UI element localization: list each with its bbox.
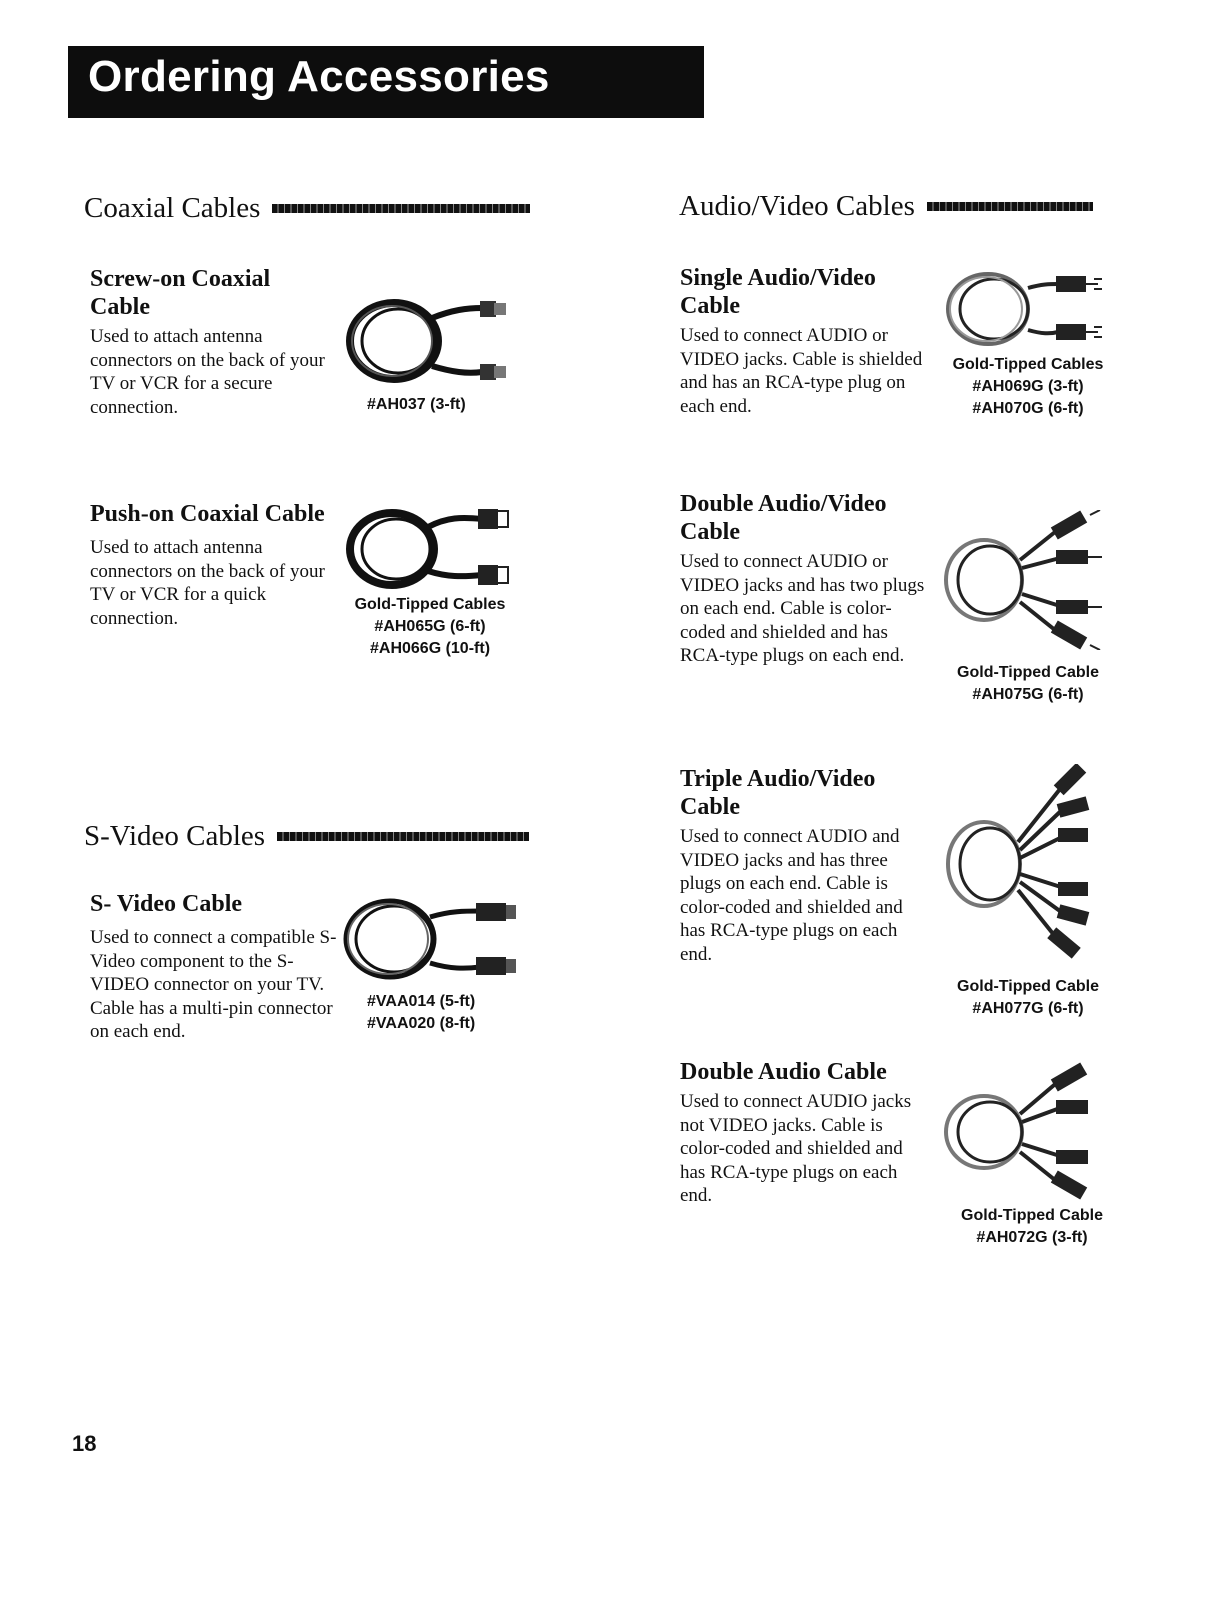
caption-label: Gold-Tipped Cable: [957, 978, 1099, 995]
item-description: Used to connect AUDIO and VIDEO jacks and has three plugs on each end. Cable is color-coded and shielded and has RCA-type plugs on each end.: [680, 826, 903, 965]
heading-rule: [927, 202, 1093, 211]
push-on-coaxial-cable-icon: [342, 505, 514, 593]
item-description: Used to attach antenna connectors on the back of your TV or VCR for a secure connection.: [90, 326, 325, 418]
item-title: Push-on Coaxial Cable: [90, 501, 325, 527]
item-description: Used to connect AUDIO or VIDEO jacks and has two plugs on each end. Cable is color-coded and shielded and has RCA-type plugs on each end.: [680, 551, 925, 666]
push-on-coaxial-item: [90, 500, 335, 630]
svideo-cable-icon: [340, 893, 522, 985]
item-description: Used to connect a compatible S-Video component to the S-VIDEO connector on your TV. Cable has a multi-pin connector on each end.: [90, 927, 337, 1042]
part-number: #AH072G (3-ft): [976, 1229, 1088, 1246]
part-number: #AH077G (6-ft): [972, 1000, 1084, 1017]
double-av-cable-icon: [940, 510, 1112, 650]
part-number: #AH065G (6-ft): [374, 618, 486, 635]
item-title: Double Audio Cable: [680, 1059, 887, 1085]
svideo-cable-item: [90, 890, 340, 1044]
screw-on-coaxial-item: [90, 265, 335, 419]
item-title: Single Audio/Video Cable: [680, 265, 876, 319]
item-title: Double Audio/Video Cable: [680, 491, 887, 545]
triple-av-cable-icon: [940, 764, 1112, 964]
part-number: #VAA020 (8-ft): [367, 1015, 476, 1032]
svideo-section-heading: [84, 820, 544, 853]
part-number: #AH037 (3-ft): [367, 396, 466, 413]
part-caption-group: [936, 354, 1120, 420]
item-description: Used to connect AUDIO or VIDEO jacks. Cable is shielded and has an RCA-type plug on each end.: [680, 325, 923, 417]
double-av-cable-item: [680, 490, 930, 668]
item-description: Used to attach antenna connectors on the back of your TV or VCR for a quick connection.: [90, 537, 325, 629]
part-number: #AH075G (6-ft): [972, 686, 1084, 703]
item-title: S- Video Cable: [90, 891, 243, 917]
caption-label: Gold-Tipped Cables: [952, 356, 1104, 373]
triple-av-cable-item: [680, 765, 930, 966]
item-description: Used to connect AUDIO jacks not VIDEO jacks. Cable is color-coded and shielded and has RCA-type plugs on each end.: [680, 1091, 912, 1206]
part-caption-group: [940, 1205, 1124, 1249]
coaxial-section-heading: [84, 192, 544, 225]
page-title: Ordering Accessories: [88, 52, 550, 101]
part-number: #VAA014 (5-ft): [367, 993, 476, 1010]
double-audio-cable-icon: [940, 1062, 1112, 1202]
single-av-cable-icon: [942, 266, 1114, 352]
double-audio-cable-item: [680, 1058, 930, 1208]
single-av-cable-item: [680, 264, 925, 418]
part-caption-group: [936, 662, 1120, 706]
item-title: Screw-on Coaxial Cable: [90, 266, 271, 320]
part-caption-group: [340, 594, 520, 660]
av-heading-text: Audio/Video Cables: [679, 190, 915, 222]
part-number: #AH070G (6-ft): [972, 400, 1084, 417]
part-number: #AH066G (10-ft): [369, 640, 491, 657]
caption-label: Gold-Tipped Cables: [354, 596, 506, 613]
part-caption-group: [936, 976, 1120, 1020]
heading-rule: [272, 204, 530, 213]
svideo-heading-text: S-Video Cables: [84, 820, 266, 852]
screw-on-coaxial-cable-icon: [342, 296, 512, 386]
part-number: #AH069G (3-ft): [972, 378, 1084, 395]
caption-label: Gold-Tipped Cable: [961, 1207, 1103, 1224]
item-title: Triple Audio/Video Cable: [680, 766, 876, 820]
part-number-group: [367, 991, 475, 1035]
page-number: 18: [72, 1431, 97, 1456]
caption-label: Gold-Tipped Cable: [957, 664, 1099, 681]
av-section-heading: [679, 190, 1119, 223]
page-title-bar: [68, 46, 704, 118]
coaxial-heading-text: Coaxial Cables: [84, 192, 261, 224]
heading-rule: [277, 832, 529, 841]
